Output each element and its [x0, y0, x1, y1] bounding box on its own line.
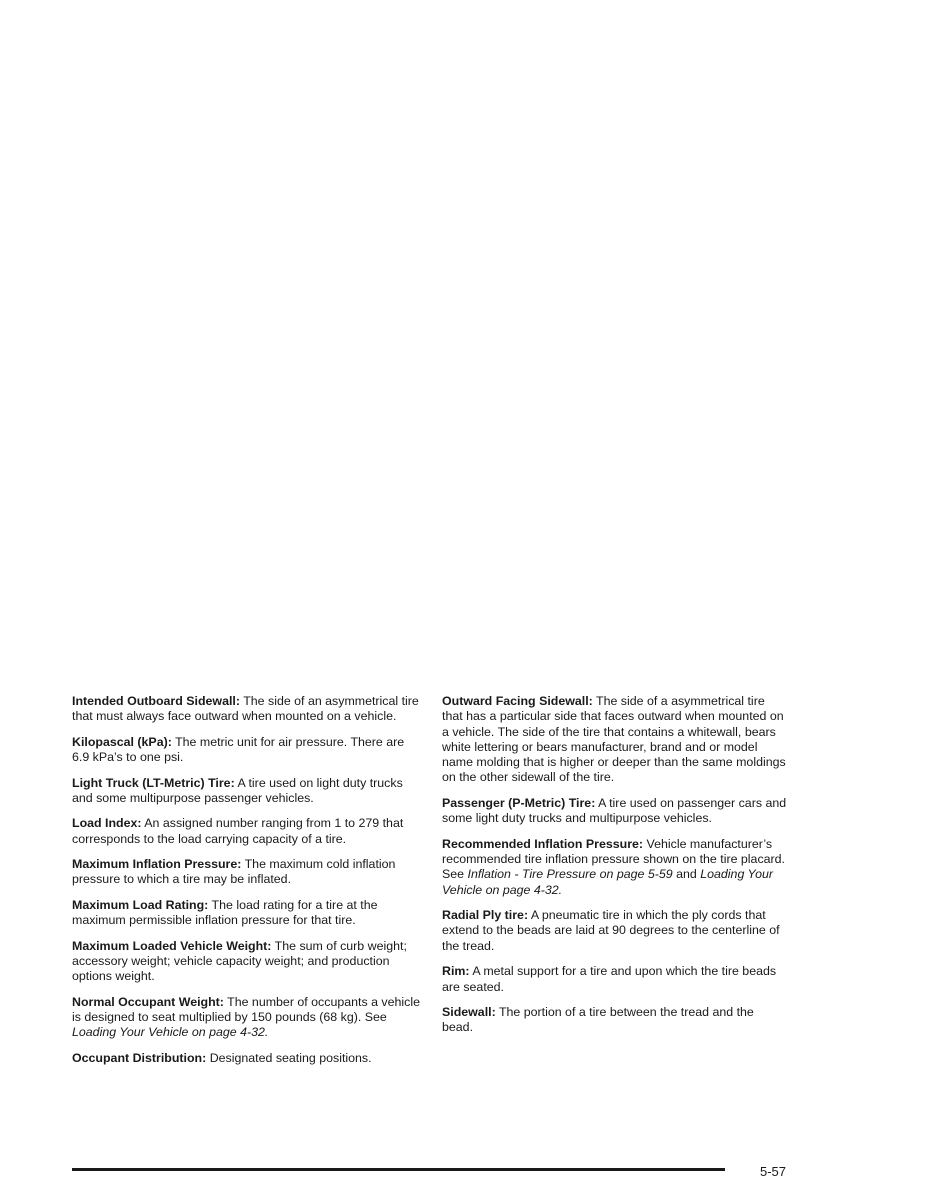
entry-term: Maximum Load Rating: [72, 897, 209, 912]
entry-term: Rim: [442, 964, 470, 979]
entry-term: Intended Outboard Sidewall: [72, 694, 240, 708]
entry-term: Load Index: [72, 816, 142, 831]
entry-term: Maximum Inflation Pressure: [72, 857, 242, 872]
glossary-entry [72, 995, 422, 1041]
entry-text: A tire used on passenger cars and some light duty trucks and multipurpose vehicles. [442, 795, 787, 826]
entry-term: Normal Occupant Weight: [72, 994, 224, 1009]
left-column [72, 694, 422, 1076]
entry-text: The sum of curb weight; accessory weight; vehicle capacity weight; and production options weight. [72, 938, 407, 984]
glossary-entry [442, 1005, 788, 1036]
entry-term: Sidewall: [442, 1004, 496, 1019]
entry-text: Vehicle manufacturer’s recommended tire inflation pressure shown on the tire placard. See [442, 836, 785, 882]
entry-text: A tire used on light duty trucks and some multipurpose passenger vehicles. [72, 775, 403, 805]
entry-term: Maximum Loaded Vehicle Weight: [72, 938, 272, 953]
cross-reference-link[interactable]: Loading Your Vehicle on page 4-32. [72, 1025, 269, 1040]
entry-text: A pneumatic tire in which the ply cords that extend to the beads are laid at 90 degrees to the centerline of the tread. [442, 908, 780, 953]
entry-text: An assigned number ranging from 1 to 279 that corresponds to the load carrying capacity of a tire. [72, 816, 404, 846]
cross-reference-link[interactable]: Loading Your Vehicle on page 4-32. [442, 867, 774, 897]
glossary-entry [72, 1051, 422, 1066]
entry-text: The metric unit for air pressure. There are 6.9 kPa’s to one psi. [72, 734, 405, 765]
entry-term: Recommended Inflation Pressure: [442, 836, 644, 851]
glossary-entry [442, 908, 788, 954]
entry-text: The side of a asymmetrical tire that has a particular side that faces outward when mounted on a vehicle. The side of the tire that contains a whitewall, bears white lettering or bears manufacturer, brand and or model name molding that is higher or deeper than the same moldings on the other sidewall of the tire. [442, 694, 786, 785]
entry-term: Kilopascal (kPa): [72, 734, 172, 749]
glossary-entry [442, 964, 788, 995]
entry-text: The portion of a tire between the tread and the bead. [442, 1004, 754, 1035]
glossary-entry [72, 857, 422, 888]
glossary-entry [72, 939, 422, 985]
entry-text: Designated seating positions. [209, 1050, 372, 1065]
entry-text: A metal support for a tire and upon which the tire beads are seated. [442, 964, 777, 994]
entry-term: Light Truck (LT-Metric) Tire: [72, 775, 235, 790]
entry-text: The maximum cold inflation pressure to which a tire may be inflated. [72, 857, 396, 887]
right-column [442, 694, 788, 1046]
entry-term: Passenger (P-Metric) Tire: [442, 795, 596, 810]
glossary-entry [442, 694, 788, 786]
entry-text: The side of an asymmetrical tire that must always face outward when mounted on a vehicle. [72, 694, 419, 724]
entry-text: The load rating for a tire at the maximum permissible inflation pressure for that tire. [72, 897, 378, 928]
glossary-entry [72, 898, 422, 929]
glossary-entry [72, 694, 422, 725]
entry-text-connector: and [676, 867, 697, 882]
glossary-entry [442, 796, 788, 827]
glossary-entry [72, 735, 422, 766]
cross-reference-link[interactable]: Inflation - Tire Pressure on page 5-59 [467, 867, 673, 882]
entry-term: Outward Facing Sidewall: [442, 694, 593, 708]
glossary-entry [442, 837, 788, 898]
entry-text: The number of occupants a vehicle is designed to seat multiplied by 150 pounds (68 kg). See [72, 994, 420, 1025]
footer-rule [72, 1168, 725, 1171]
glossary-entry [72, 816, 422, 847]
page-number: 5-57 [760, 1164, 787, 1179]
entry-term: Occupant Distribution: [72, 1050, 207, 1065]
entry-term: Radial Ply tire: [442, 908, 529, 923]
glossary-entry [72, 776, 422, 807]
